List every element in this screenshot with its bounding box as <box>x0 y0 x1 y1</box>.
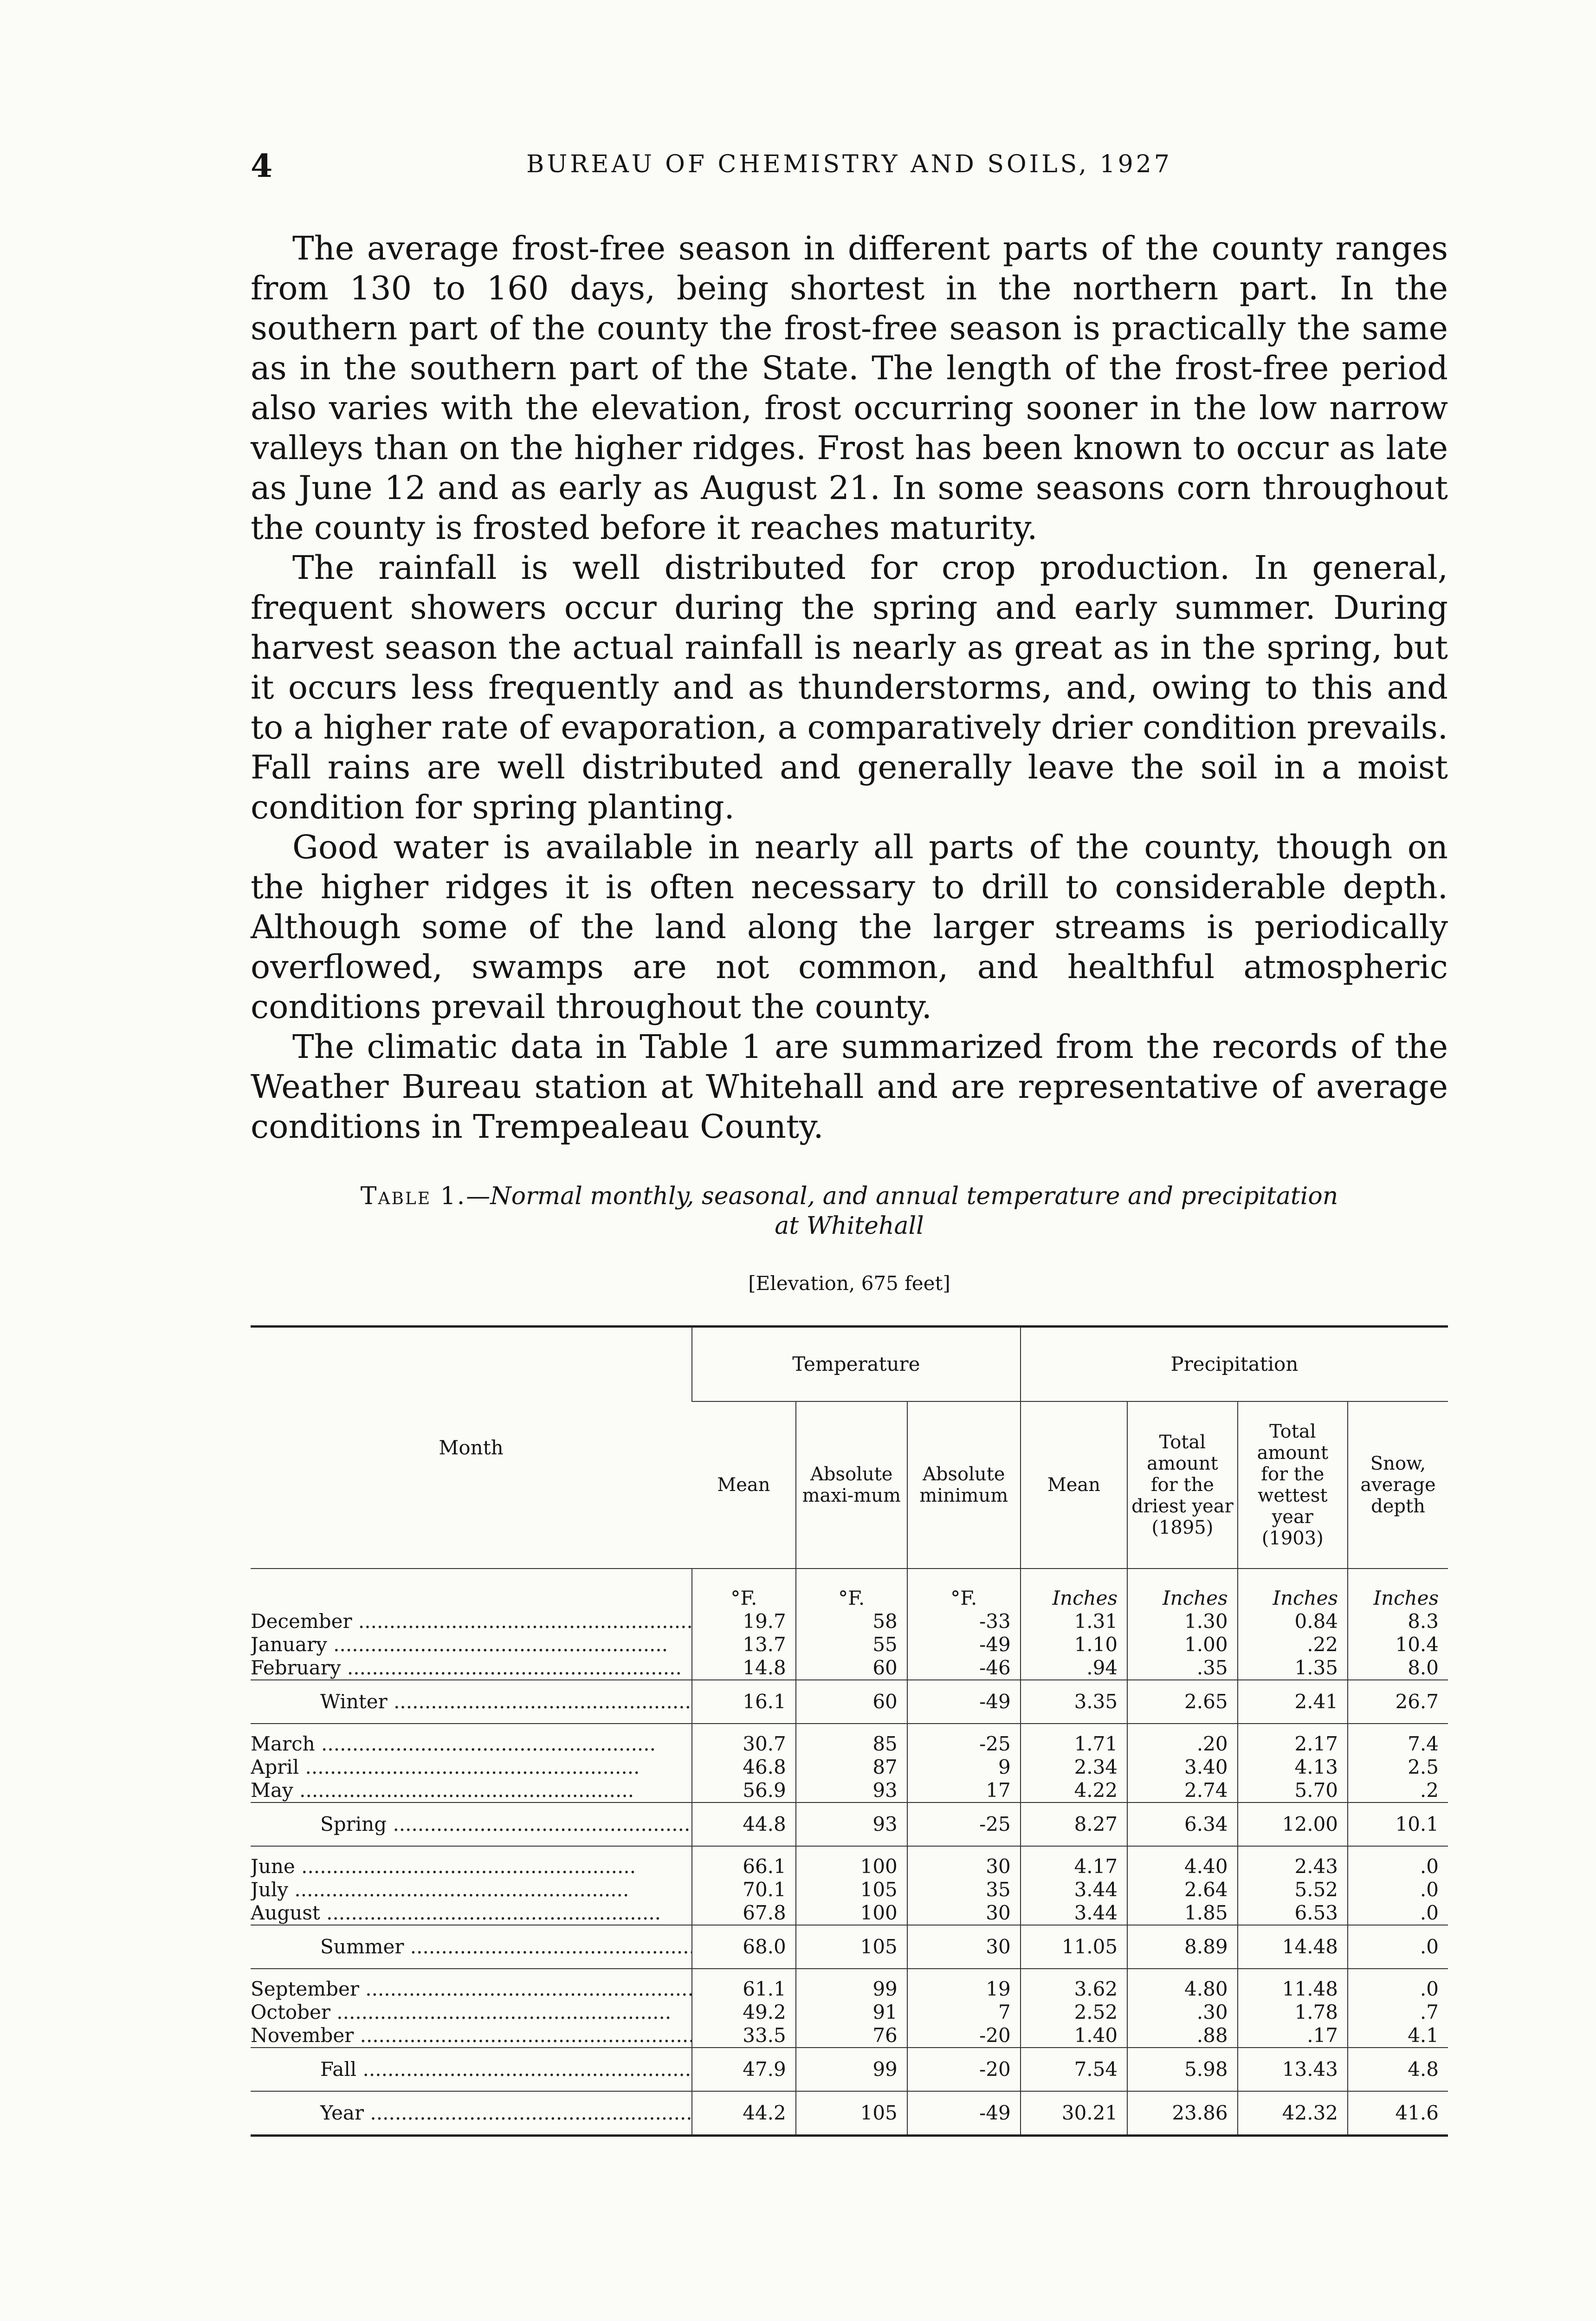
value-cell: 85 <box>796 1732 907 1756</box>
value-cell: -25 <box>907 1732 1021 1756</box>
gap-cell <box>796 1846 907 1855</box>
value-cell: .20 <box>1127 1732 1237 1756</box>
value-cell: 67.8 <box>692 1901 796 1925</box>
month-label <box>251 1656 692 1680</box>
value-cell: 11.48 <box>1238 1977 1348 2001</box>
col-temp-mean: Mean <box>692 1401 796 1569</box>
total-value-cell: 6.34 <box>1127 1802 1237 1846</box>
unit-cell: °F. <box>907 1569 1021 1610</box>
total-value-cell: 11.05 <box>1021 1925 1127 1969</box>
gap-cell <box>692 1969 796 1977</box>
total-value-cell: 44.8 <box>692 1802 796 1846</box>
total-value-cell: 2.65 <box>1127 1680 1237 1724</box>
month-name: June ..... <box>251 1855 636 1878</box>
value-cell: 30 <box>907 1901 1021 1925</box>
month-name: January ..... <box>251 1633 668 1656</box>
gap-cell <box>692 1724 796 1732</box>
value-cell: 4.22 <box>1021 1779 1127 1802</box>
value-cell: 1.30 <box>1127 1610 1237 1633</box>
gap-cell <box>1238 1846 1348 1855</box>
table-row <box>251 1756 1448 1779</box>
value-cell: 6.53 <box>1238 1901 1348 1925</box>
gap-cell <box>796 1724 907 1732</box>
month-label <box>251 1756 692 1779</box>
year-total-row <box>251 2091 1448 2136</box>
value-cell: .0 <box>1348 1901 1448 1925</box>
month-label <box>251 1977 692 2001</box>
value-cell: 100 <box>796 1855 907 1878</box>
value-cell: 5.52 <box>1238 1878 1348 1901</box>
paragraph-frost: The average frost-free season in different parts of the county ranges from 130 to 160 days, being shortest in the northern part. In the southern part of the county the frost-free season is practically the same as in the southern part of the State. The length of the frost-free period also varies with the elevation, frost occurring sooner in the low narrow valleys than on the higher ridges. Frost has been known to occur as late as June 12 and as early as August 21. In some seasons corn throughout the county is frosted before it reaches maturity. <box>251 229 1448 547</box>
gap-cell <box>907 1846 1021 1855</box>
value-cell: -33 <box>907 1610 1021 1633</box>
value-cell: 2.34 <box>1021 1756 1127 1779</box>
month-label <box>251 1855 692 1878</box>
total-value-cell: 13.43 <box>1238 2048 1348 2091</box>
table-title-line1: —Normal monthly, seasonal, and annual temperature and precipitation <box>466 1182 1338 1210</box>
col-month: Month <box>251 1327 692 1569</box>
year-value-cell: 105 <box>796 2091 907 2136</box>
value-cell: 61.1 <box>692 1977 796 2001</box>
month-name: September ..... <box>251 1977 692 2000</box>
month-name: April ..... <box>251 1756 640 1778</box>
value-cell: 1.78 <box>1238 2001 1348 2024</box>
total-value-cell: 99 <box>796 2048 907 2091</box>
value-cell: 55 <box>796 1633 907 1656</box>
month-label <box>251 1732 692 1756</box>
table-row <box>251 1977 1448 2001</box>
value-cell: 9 <box>907 1756 1021 1779</box>
value-cell: 49.2 <box>692 2001 796 2024</box>
season-total-row <box>251 1925 1448 1969</box>
table-row <box>251 1656 1448 1680</box>
body-text <box>251 228 1448 1147</box>
value-cell: 2.5 <box>1348 1756 1448 1779</box>
value-cell: 76 <box>796 2024 907 2048</box>
total-value-cell: 8.27 <box>1021 1802 1127 1846</box>
value-cell: .0 <box>1348 1855 1448 1878</box>
month-label <box>251 1610 692 1633</box>
total-value-cell: 93 <box>796 1802 907 1846</box>
season-name: Spring ..... <box>320 1813 692 1835</box>
gap-cell <box>1021 1969 1127 1977</box>
total-value-cell: 68.0 <box>692 1925 796 1969</box>
running-head: BUREAU OF CHEMISTRY AND SOILS, 1927 <box>526 150 1172 178</box>
month-name: December ..... <box>251 1610 692 1633</box>
value-cell: 13.7 <box>692 1633 796 1656</box>
month-name: July ..... <box>251 1878 629 1901</box>
table-row <box>251 2024 1448 2048</box>
value-cell: 19 <box>907 1977 1021 2001</box>
value-cell: 30 <box>907 1855 1021 1878</box>
table-title-line2: at Whitehall <box>775 1212 924 1240</box>
total-value-cell: 2.41 <box>1238 1680 1348 1724</box>
paragraph-water: Good water is available in nearly all parts of the county, though on the higher ridges it is often necessary to drill to considerable depth. Although some of the land along the larger streams is periodically overflowed, swamps are not common, and healthful atmospheric conditions prevail throughout the county. <box>251 828 1448 1026</box>
value-cell: 7 <box>907 2001 1021 2024</box>
value-cell: 3.44 <box>1021 1901 1127 1925</box>
climate-table <box>251 1325 1448 2137</box>
gap-cell <box>251 1969 692 1977</box>
gap-cell <box>1348 1724 1448 1732</box>
value-cell: 7.4 <box>1348 1732 1448 1756</box>
value-cell: .94 <box>1021 1656 1127 1680</box>
month-label <box>251 2024 692 2048</box>
value-cell: .17 <box>1238 2024 1348 2048</box>
value-cell: .30 <box>1127 2001 1237 2024</box>
gap-cell <box>1127 1846 1237 1855</box>
group-gap <box>251 1724 1448 1732</box>
value-cell: -20 <box>907 2024 1021 2048</box>
col-snow-depth: Snow, average depth <box>1348 1401 1448 1569</box>
col-driest-year: Total amount for the driest year (1895) <box>1127 1401 1237 1569</box>
value-cell: 1.85 <box>1127 1901 1237 1925</box>
table-row <box>251 1878 1448 1901</box>
group-gap <box>251 1969 1448 1977</box>
gap-cell <box>251 1724 692 1732</box>
year-label <box>251 2091 692 2136</box>
value-cell: 56.9 <box>692 1779 796 1802</box>
unit-cell: Inches <box>1348 1569 1448 1610</box>
month-label <box>251 2001 692 2024</box>
total-value-cell: 12.00 <box>1238 1802 1348 1846</box>
month-label <box>251 1901 692 1925</box>
value-cell: 1.00 <box>1127 1633 1237 1656</box>
header-row-groups <box>251 1327 1448 1402</box>
value-cell: 1.10 <box>1021 1633 1127 1656</box>
value-cell: 70.1 <box>692 1878 796 1901</box>
total-value-cell: 16.1 <box>692 1680 796 1724</box>
gap-cell <box>1238 1969 1348 1977</box>
table-elevation-note: [Elevation, 675 feet] <box>748 1272 950 1295</box>
total-value-cell: -49 <box>907 1680 1021 1724</box>
season-label <box>251 2048 692 2091</box>
value-cell: 2.64 <box>1127 1878 1237 1901</box>
value-cell: 33.5 <box>692 2024 796 2048</box>
total-value-cell: 5.98 <box>1127 2048 1237 2091</box>
season-label <box>251 1680 692 1724</box>
season-name: Summer ..... <box>320 1935 692 1958</box>
value-cell: 4.40 <box>1127 1855 1237 1878</box>
value-cell: 2.74 <box>1127 1779 1237 1802</box>
value-cell: 4.13 <box>1238 1756 1348 1779</box>
month-name: March ..... <box>251 1732 656 1755</box>
year-value-cell: 41.6 <box>1348 2091 1448 2136</box>
page-header <box>251 148 1448 185</box>
gap-cell <box>1127 1969 1237 1977</box>
year-name: Year ..... <box>320 2101 692 2124</box>
value-cell: 19.7 <box>692 1610 796 1633</box>
value-cell: 0.84 <box>1238 1610 1348 1633</box>
total-value-cell: 3.35 <box>1021 1680 1127 1724</box>
col-abs-min: Absolute minimum <box>907 1401 1021 1569</box>
season-label <box>251 1925 692 1969</box>
total-value-cell: -25 <box>907 1802 1021 1846</box>
value-cell: 8.3 <box>1348 1610 1448 1633</box>
table-label: Table 1. <box>360 1182 466 1210</box>
value-cell: 3.40 <box>1127 1756 1237 1779</box>
value-cell: 100 <box>796 1901 907 1925</box>
value-cell: 4.80 <box>1127 1977 1237 2001</box>
value-cell: .88 <box>1127 2024 1237 2048</box>
table-row <box>251 1855 1448 1878</box>
value-cell: 105 <box>796 1878 907 1901</box>
month-label <box>251 1779 692 1802</box>
value-cell: 1.31 <box>1021 1610 1127 1633</box>
gap-cell <box>1127 1724 1237 1732</box>
value-cell: 91 <box>796 2001 907 2024</box>
value-cell: 3.62 <box>1021 1977 1127 2001</box>
total-value-cell: 10.1 <box>1348 1802 1448 1846</box>
value-cell: 46.8 <box>692 1756 796 1779</box>
value-cell: 66.1 <box>692 1855 796 1878</box>
table-row <box>251 1633 1448 1656</box>
unit-cell: °F. <box>796 1569 907 1610</box>
unit-cell: °F. <box>692 1569 796 1610</box>
season-total-row <box>251 1802 1448 1846</box>
value-cell: 1.71 <box>1021 1732 1127 1756</box>
value-cell: .35 <box>1127 1656 1237 1680</box>
value-cell: .0 <box>1348 1878 1448 1901</box>
total-value-cell: 26.7 <box>1348 1680 1448 1724</box>
month-label <box>251 1633 692 1656</box>
total-value-cell: .0 <box>1348 1925 1448 1969</box>
unit-cell: Inches <box>1021 1569 1127 1610</box>
total-value-cell: 7.54 <box>1021 2048 1127 2091</box>
table-row <box>251 1901 1448 1925</box>
total-value-cell: 105 <box>796 1925 907 1969</box>
month-name: November ..... <box>251 2024 692 2047</box>
col-precip-mean: Mean <box>1021 1401 1127 1569</box>
table-body <box>251 1569 1448 2136</box>
gap-cell <box>1348 1969 1448 1977</box>
value-cell: .0 <box>1348 1977 1448 2001</box>
value-cell: 93 <box>796 1779 907 1802</box>
total-value-cell: -20 <box>907 2048 1021 2091</box>
value-cell: 1.35 <box>1238 1656 1348 1680</box>
value-cell: 2.52 <box>1021 2001 1127 2024</box>
group-gap <box>251 1846 1448 1855</box>
value-cell: .7 <box>1348 2001 1448 2024</box>
total-value-cell: 4.8 <box>1348 2048 1448 2091</box>
paragraph-climatic-data: The climatic data in Table 1 are summarized from the records of the Weather Bureau station at Whitehall and are representative of average conditions in Trempealeau County. <box>251 1028 1448 1146</box>
gap-cell <box>796 1969 907 1977</box>
gap-cell <box>907 1969 1021 1977</box>
units-row <box>251 1569 1448 1610</box>
year-value-cell: 42.32 <box>1238 2091 1348 2136</box>
page-number: 4 <box>251 148 273 185</box>
col-abs-max: Absolute maxi-mum <box>796 1401 907 1569</box>
value-cell: 60 <box>796 1656 907 1680</box>
value-cell: 14.8 <box>692 1656 796 1680</box>
table-row <box>251 1732 1448 1756</box>
value-cell: 1.40 <box>1021 2024 1127 2048</box>
value-cell: 4.17 <box>1021 1855 1127 1878</box>
season-name: Winter ..... <box>320 1690 692 1713</box>
value-cell: 99 <box>796 1977 907 2001</box>
total-value-cell: 60 <box>796 1680 907 1724</box>
table-row <box>251 1779 1448 1802</box>
year-value-cell: 23.86 <box>1127 2091 1237 2136</box>
gap-cell <box>1238 1724 1348 1732</box>
season-label <box>251 1802 692 1846</box>
table-caption <box>251 1181 1448 1241</box>
total-value-cell: 8.89 <box>1127 1925 1237 1969</box>
month-name: May ..... <box>251 1779 634 1802</box>
month-name: October ..... <box>251 2001 671 2023</box>
units-label <box>251 1569 692 1610</box>
col-wettest-year: Total amount for the wettest year (1903) <box>1238 1401 1348 1569</box>
value-cell: 4.1 <box>1348 2024 1448 2048</box>
value-cell: 35 <box>907 1878 1021 1901</box>
gap-cell <box>1021 1724 1127 1732</box>
value-cell: .2 <box>1348 1779 1448 1802</box>
value-cell: 58 <box>796 1610 907 1633</box>
col-group-precipitation: Precipitation <box>1021 1327 1448 1402</box>
gap-cell <box>1021 1846 1127 1855</box>
value-cell: 3.44 <box>1021 1878 1127 1901</box>
season-total-row <box>251 1680 1448 1724</box>
season-name: Fall ..... <box>320 2058 692 2081</box>
month-name: February ..... <box>251 1656 682 1679</box>
season-total-row <box>251 2048 1448 2091</box>
total-value-cell: 47.9 <box>692 2048 796 2091</box>
value-cell: 2.43 <box>1238 1855 1348 1878</box>
paragraph-rainfall: The rainfall is well distributed for crop production. In general, frequent showers occur during the spring and early summer. During harvest season the actual rainfall is nearly as great as in the spring, but it occurs less frequently and as thunderstorms, and, owing to this and to a higher rate of evaporation, a comparatively drier condition prevails. Fall rains are well distributed and generally leave the soil in a moist condition for spring planting. <box>251 549 1448 826</box>
unit-cell: Inches <box>1127 1569 1237 1610</box>
table-row <box>251 1610 1448 1633</box>
year-value-cell: -49 <box>907 2091 1021 2136</box>
value-cell: 8.0 <box>1348 1656 1448 1680</box>
unit-cell: Inches <box>1238 1569 1348 1610</box>
value-cell: 17 <box>907 1779 1021 1802</box>
value-cell: 30.7 <box>692 1732 796 1756</box>
gap-cell <box>907 1724 1021 1732</box>
value-cell: 10.4 <box>1348 1633 1448 1656</box>
value-cell: -49 <box>907 1633 1021 1656</box>
month-label <box>251 1878 692 1901</box>
gap-cell <box>251 1846 692 1855</box>
year-value-cell: 44.2 <box>692 2091 796 2136</box>
year-value-cell: 30.21 <box>1021 2091 1127 2136</box>
gap-cell <box>692 1846 796 1855</box>
table-row <box>251 2001 1448 2024</box>
value-cell: 87 <box>796 1756 907 1779</box>
value-cell: .22 <box>1238 1633 1348 1656</box>
month-name: August ..... <box>251 1901 661 1924</box>
value-cell: 5.70 <box>1238 1779 1348 1802</box>
value-cell: 2.17 <box>1238 1732 1348 1756</box>
gap-cell <box>1348 1846 1448 1855</box>
total-value-cell: 14.48 <box>1238 1925 1348 1969</box>
col-group-temperature: Temperature <box>692 1327 1021 1402</box>
value-cell: -46 <box>907 1656 1021 1680</box>
total-value-cell: 30 <box>907 1925 1021 1969</box>
